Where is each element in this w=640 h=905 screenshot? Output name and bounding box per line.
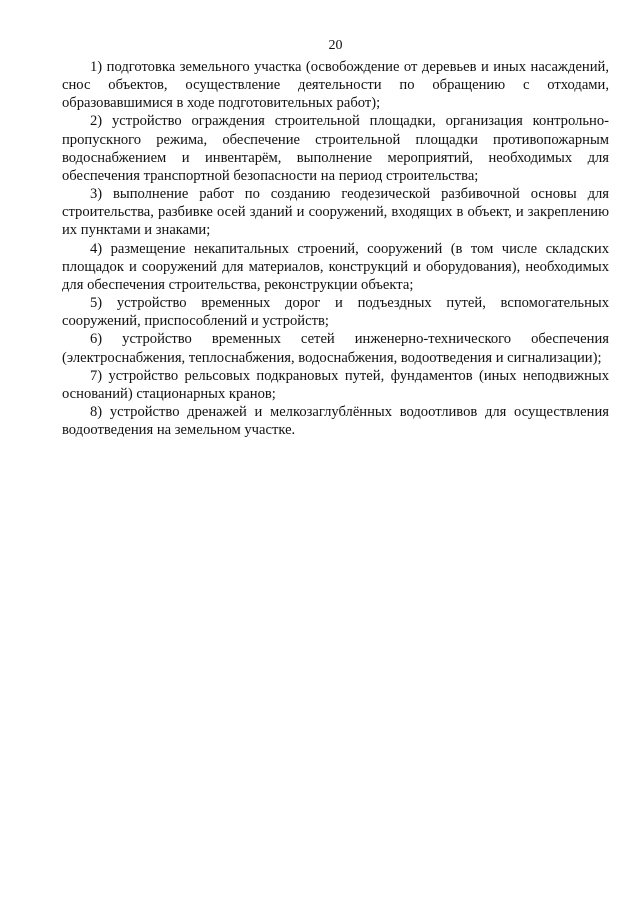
list-item: 5) устройство временных дорог и подъездных путей, вспомогательных сооружений, приспособлений и устройств; bbox=[62, 295, 609, 330]
list-item: 6) устройство временных сетей инженерно-технического обеспечения (электроснабжения, теплоснабжения, водоснабжения, водоотведения и сигнализации); bbox=[62, 331, 609, 366]
list-item: 4) размещение некапитальных строений, сооружений (в том числе складских площадок и сооружений для материалов, конструкций и оборудования), необходимых для обеспечения строительства, реконструкции объекта; bbox=[62, 240, 609, 293]
list-item: 1) подготовка земельного участка (освобождение от деревьев и иных насаждений, снос объектов, осуществление деятельности по обращению с отходами, образовавшимися в ходе подготовительных работ); bbox=[62, 59, 609, 112]
list-item: 7) устройство рельсовых подкрановых путей, фундаментов (иных неподвижных оснований) стационарных кранов; bbox=[62, 367, 609, 402]
list-item: 2) устройство ограждения строительной площадки, организация контрольно-пропускного режима, обеспечение строительной площадки противопожарным водоснабжением и инвентарём, выполнение мероприятий, необходимых для обеспечения транспортной безопасности на период строительства; bbox=[62, 113, 609, 184]
page-number: 20 bbox=[328, 38, 343, 53]
document-body bbox=[62, 58, 609, 439]
list-item: 3) выполнение работ по созданию геодезической разбивочной основы для строительства, разбивке осей зданий и сооружений, входящих в объект, и закреплению их пунктами и знаками; bbox=[62, 186, 609, 239]
list-item: 8) устройство дренажей и мелкозаглублённых водоотливов для осуществления водоотведения на земельном участке. bbox=[62, 403, 609, 439]
